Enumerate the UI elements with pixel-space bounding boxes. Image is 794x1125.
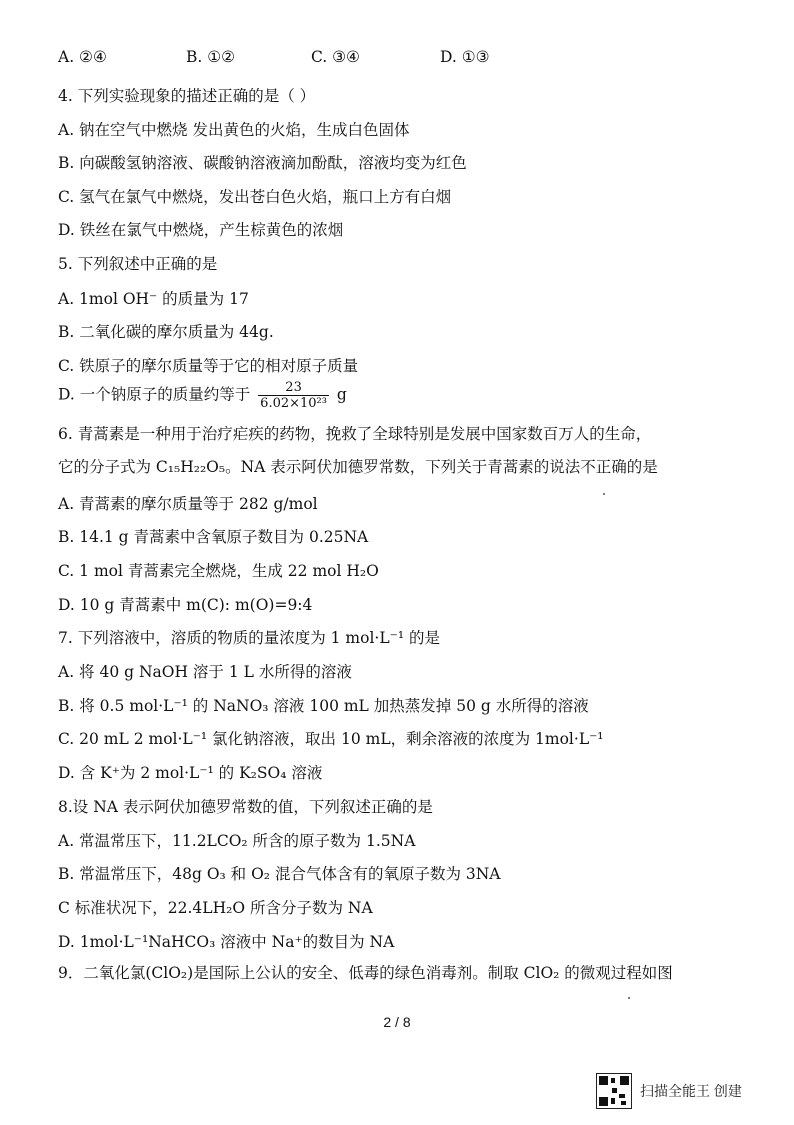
q4-option-c: C. 氢气在氯气中燃烧，发出苍白色火焰，瓶口上方有白烟 (58, 188, 452, 206)
fraction-numerator: 23 (258, 380, 329, 396)
scanner-watermark (596, 1073, 742, 1109)
q3-options (58, 48, 578, 72)
q3-option-c: C. ③④ (311, 48, 360, 66)
q5-option-a: A. 1mol OH⁻ 的质量为 17 (58, 290, 249, 308)
page-number: 2 / 8 (383, 1014, 411, 1030)
q8-option-d: D. 1mol·L⁻¹NaHCO₃ 溶液中 Na⁺的数目为 NA (58, 933, 395, 951)
q6-option-d: D. 10 g 青蒿素中 m(C): m(O)=9:4 (58, 596, 313, 614)
q6-option-b: B. 14.1 g 青蒿素中含氧原子数目为 0.25NA (58, 528, 369, 546)
q5-option-d (58, 380, 347, 411)
q5-option-b: B. 二氧化碳的摩尔质量为 44g. (58, 323, 274, 341)
q7-option-d: D. 含 K⁺为 2 mol·L⁻¹ 的 K₂SO₄ 溶液 (58, 764, 323, 782)
q6-option-a: A. 青蒿素的摩尔质量等于 282 g/mol (58, 495, 318, 513)
fraction (258, 380, 329, 411)
fraction-denominator: 6.02×10²³ (260, 396, 327, 411)
scan-speck (603, 493, 605, 495)
q4-option-a: A. 钠在空气中燃烧 发出黄色的火焰，生成白色固体 (58, 121, 410, 139)
q5-option-c: C. 铁原子的摩尔质量等于它的相对原子质量 (58, 357, 359, 375)
q8-stem: 8.设 NA 表示阿伏加德罗常数的值，下列叙述正确的是 (58, 798, 433, 816)
q6-stem-1: 6. 青蒿素是一种用于治疗疟疾的药物，挽救了全球特别是发展中国家数百万人的生命， (58, 425, 652, 443)
q7-option-a: A. 将 40 g NaOH 溶于 1 L 水所得的溶液 (58, 663, 352, 681)
q4-stem: 4. 下列实验现象的描述正确的是（ ） (58, 87, 316, 105)
q6-option-c: C. 1 mol 青蒿素完全燃烧，生成 22 mol H₂O (58, 562, 379, 580)
q5-option-d-prefix: D. 一个钠原子的质量约等于 (58, 385, 251, 404)
q9-stem: 9．二氧化氯(ClO₂)是国际上公认的安全、低毒的绿色消毒剂。制取 ClO₂ 的微观过程如图 (58, 964, 673, 982)
qr-code-icon (596, 1073, 632, 1109)
q7-option-c: C. 20 mL 2 mol·L⁻¹ 氯化钠溶液，取出 10 mL，剩余溶液的浓度为 1mol·L⁻¹ (58, 730, 604, 748)
q4-option-d: D. 铁丝在氯气中燃烧，产生棕黄色的浓烟 (58, 221, 344, 239)
q7-option-b: B. 将 0.5 mol·L⁻¹ 的 NaNO₃ 溶液 100 mL 加热蒸发掉 50 g 水所得的溶液 (58, 697, 589, 715)
scanner-watermark-text: 扫描全能王 创建 (640, 1083, 742, 1099)
q3-option-d: D. ①③ (440, 48, 490, 66)
q4-option-b: B. 向碳酸氢钠溶液、碳酸钠溶液滴加酚酞，溶液均变为红色 (58, 154, 467, 172)
q5-stem: 5. 下列叙述中正确的是 (58, 255, 218, 273)
q3-option-b: B. ①② (186, 48, 236, 66)
scan-speck (628, 997, 630, 999)
q8-option-c: C 标准状况下，22.4LH₂O 所含分子数为 NA (58, 899, 373, 917)
q6-stem-2: 它的分子式为 C₁₅H₂₂O₅。NA 表示阿伏加德罗常数，下列关于青蒿素的说法不正确的是 (58, 458, 658, 476)
q7-stem: 7. 下列溶液中，溶质的物质的量浓度为 1 mol·L⁻¹ 的是 (58, 629, 440, 647)
unit: g (336, 385, 347, 404)
q8-option-b: B. 常温常压下，48g O₃ 和 O₂ 混合气体含有的氧原子数为 3NA (58, 865, 501, 883)
q3-option-a: A. ②④ (58, 48, 107, 66)
q8-option-a: A. 常温常压下，11.2LCO₂ 所含的原子数为 1.5NA (58, 832, 416, 850)
